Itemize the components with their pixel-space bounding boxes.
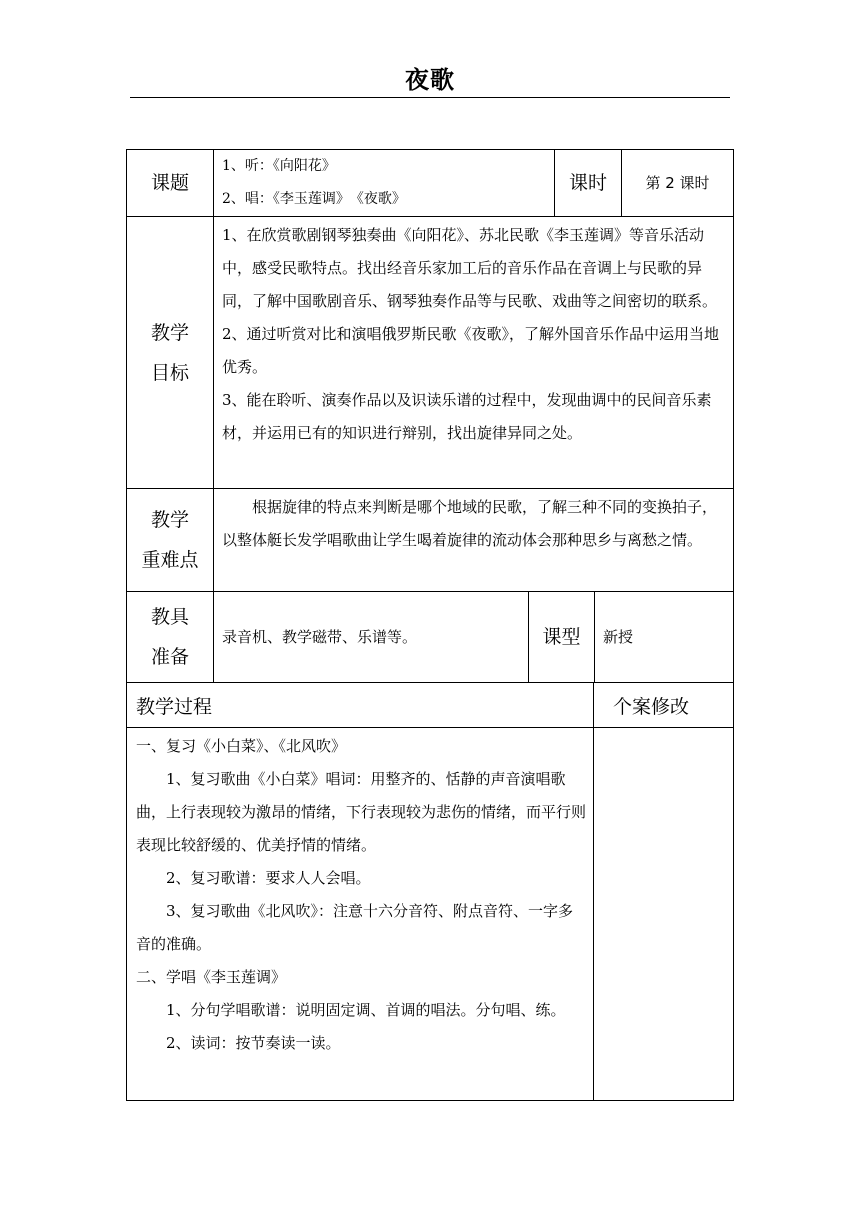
- process-header-label: 教学过程: [136, 695, 213, 718]
- key-points-label: [127, 489, 213, 591]
- goal-2: 2、通过听赏对比和演唱俄罗斯民歌《夜歌》，了解外国音乐作品中运用当地优秀。: [222, 325, 720, 376]
- page-title: 夜歌: [405, 66, 455, 94]
- key-points-row: [126, 488, 734, 591]
- topic-line-2: 2、唱：《李玉莲调》 《夜歌》: [222, 191, 406, 207]
- goal-1: 1、在欣赏歌剧钢琴独奏曲《向阳花》、苏北民歌《李玉莲调》等音乐活动中，感受民歌特点。找出经音乐家加工后的音乐作品在音调上与民歌的异同，了解中国歌剧音乐、钢琴独奏作品等与民歌、戏曲等之间密切的联系。: [222, 226, 718, 310]
- tools-content: [213, 592, 528, 682]
- period-value: 第 2 课时: [621, 150, 733, 216]
- tools-label-line-2: 准备: [150, 646, 189, 668]
- process-line-6: 1、分句学唱歌谱：说明固定调、首调的唱法。分句唱、练。: [166, 1001, 566, 1019]
- process-line-2: 1、复习歌曲《小白菜》唱词：用整齐的、恬静的声音演唱歌曲，上行表现较为激昂的情绪，下行表现较为悲伤的情绪，而平行则表现比较舒缓的、优美抒情的情绪。: [136, 770, 587, 854]
- key-points-label-line-1: 教学: [150, 509, 189, 531]
- title-divider: [130, 97, 730, 98]
- process-header-left: [127, 683, 593, 727]
- goals-label-line-1: 教学: [150, 321, 189, 344]
- goals-label: [127, 217, 213, 488]
- goal-3: 3、能在聆听、演奏作品以及识读乐谱的过程中，发现曲调中的民间音乐素材，并运用已有的知识进行辩别，找出旋律异同之处。: [222, 391, 712, 442]
- lesson-type-label: 课型: [528, 592, 594, 682]
- process-line-7: 2、读词：按节奏读一读。: [166, 1034, 341, 1052]
- tools-label: [127, 592, 213, 682]
- lesson-type-value: [594, 592, 733, 682]
- process-line-1: 一、复习《小白菜》、《北风吹》: [136, 737, 347, 755]
- goals-row: [126, 216, 734, 488]
- goals-content: [213, 217, 733, 488]
- period-label: 课时: [554, 150, 621, 216]
- tools-row: [126, 591, 734, 682]
- process-header-row: [126, 682, 734, 727]
- process-line-5: 二、学唱《李玉莲调》: [136, 968, 287, 986]
- key-points-text: 根据旋律的特点来判断是哪个地域的民歌，了解三种不同的变换拍子，以整体艇长发学唱歌曲让学生喝着旋律的流动体会那种思乡与离愁之情。: [222, 498, 718, 549]
- topic-label: 课题: [150, 172, 189, 194]
- process-line-3: 2、复习歌谱：要求人人会唱。: [166, 869, 371, 887]
- process-line-4: 3、复习歌曲《北风吹》：注意十六分音符、附点音符、一字多音的准确。: [136, 902, 574, 953]
- revision-header-label: 个案修改: [613, 695, 690, 718]
- key-points-label-line-2: 重难点: [141, 549, 199, 571]
- topic-content: [213, 150, 554, 216]
- key-points-content: [213, 489, 733, 591]
- topic-row: [126, 149, 734, 216]
- process-header-right: [593, 683, 733, 727]
- process-content: [127, 728, 593, 1100]
- goals-label-line-2: 目标: [150, 361, 189, 384]
- tools-text: 录音机、教学磁带、乐谱等。: [222, 627, 418, 646]
- process-content-row: [126, 727, 734, 1101]
- tools-label-line-1: 教具: [150, 606, 189, 628]
- lesson-type-text: 新授: [603, 627, 634, 646]
- revision-column: [593, 728, 733, 1100]
- topic-line-1: 1、听：《向阳花》: [222, 158, 336, 174]
